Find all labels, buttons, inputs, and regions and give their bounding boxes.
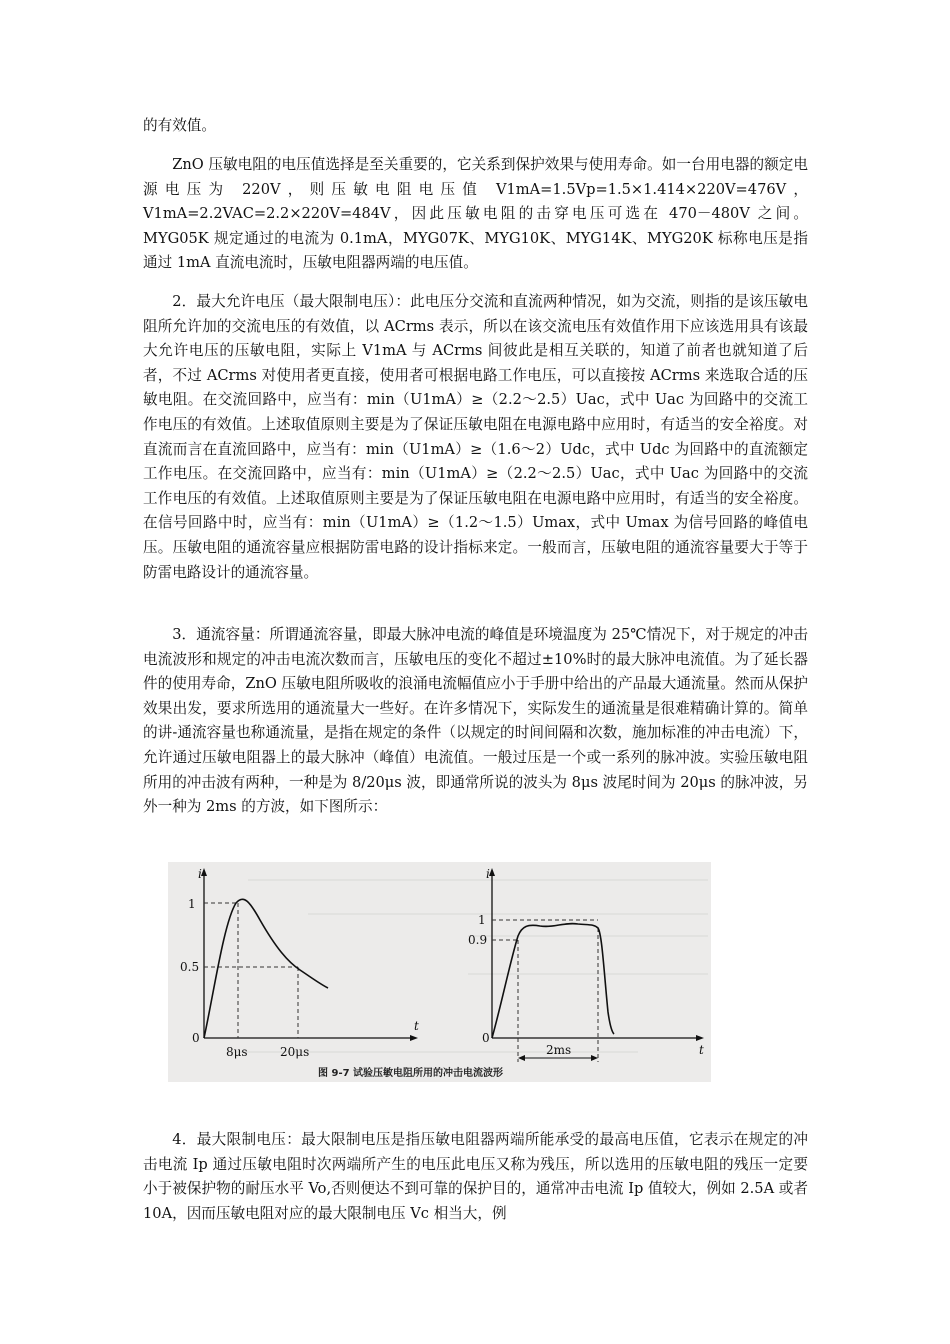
figure-caption: 图 9-7 试验压敏电阻所用的冲击电流波形 [318, 1068, 504, 1079]
left-impulse-curve [204, 899, 328, 1038]
right-origin-label: 0 [482, 1031, 490, 1045]
paragraph-continuation: 的有效值。 [143, 117, 216, 134]
left-origin-label: 0 [192, 1031, 200, 1045]
left-y-axis-label: i [198, 867, 202, 881]
right-y-axis-label: i [486, 867, 490, 881]
right-square-wave-curve [492, 924, 614, 1038]
left-y-tick-1: 1 [188, 897, 196, 911]
right-y-tick-1: 1 [478, 913, 486, 927]
left-x-axis-label: t [414, 1019, 419, 1033]
paragraph-max-allowed-voltage: 2．最大允许电压（最大限制电压）：此电压分交流和直流两种情况，如为交流，则指的是该压敏电阻所允许加的交流电压的有效值，以 ACrms 表示，所以在该交流电压有效值作用下应该选用具有该最大允许电压的压敏电阻，实际上 V1mA 与 ACrms 间彼此是相互关联的，知道了前者也就知道了后者，不过 ACrms 对使用者更直接，使用者可根据电路工作电压，可以直接按 ACrms 来选取合适的压敏电阻。在交流回路中，应当有：min（U1mA）≥（2.2～2.5）Uac，式中 Uac 为回路中的交流工作电压的有效值。上述取值原则主要是为了保证压敏电阻在电源电路中应用时，有适当的安全裕度。对直流而言在直流回路中，应当有：min（U1mA）≥（1.6～2）Udc，式中 Udc 为回路中的直流额定工作电压。在交流回路中，应当有：min（U1mA）≥（2.2～2.5）Uac，式中 Uac 为回路中的交流工作电压的有效值。上述取值原则主要是为了保证压敏电阻在电源电路中应用时，有适当的安全裕度。在信号回路中时，应当有：min（U1mA）≥（1.2～1.5）Umax，式中 Umax 为信号回路的峰值电压。压敏电阻的通流容量应根据防雷电路的设计指标来定。一般而言，压敏电阻的通流容量要大于等于防雷电路设计的通流容量。 [143, 293, 808, 581]
right-waveform-plot [468, 867, 704, 1062]
left-waveform-plot [180, 867, 419, 1059]
right-y-tick-09: 0.9 [468, 933, 488, 947]
left-x-tick-8us: 8μs [226, 1045, 248, 1059]
left-y-tick-half: 0.5 [180, 960, 200, 974]
paragraph-max-clamping-voltage: 4．最大限制电压：最大限制电压是指压敏电阻器两端所能承受的最高电压值，它表示在规定的冲击电流 Ip 通过压敏电阻时次两端所产生的电压此电压又称为残压，所以选用的压敏电阻的残压一定要小于被保护物的耐压水平 Vo,否则便达不到可靠的保护目的，通常冲击电流 Ip 值较大，例如 2.5A 或者 10A，因而压敏电阻对应的最大限制电压 Vc 相当大，例 [143, 1131, 808, 1222]
right-duration-label: 2ms [546, 1043, 572, 1057]
right-x-axis-label: t [699, 1043, 704, 1057]
impulse-waveform-figure [168, 862, 711, 1082]
paragraph-current-capacity: 3．通流容量：所谓通流容量，即最大脉冲电流的峰值是环境温度为 25℃情况下，对于规定的冲击电流波形和规定的冲击电流次数而言，压敏电压的变化不超过±10%时的最大脉冲电流值。为了延长器件的使用寿命，ZnO 压敏电阻所吸收的浪涌电流幅值应小于手册中给出的产品最大通流量。然而从保护效果出发，要求所选用的通流量大一些好。在许多情况下，实际发生的通流量是很难精确计算的。简单的讲-通流容量也称通流量，是指在规定的条件（以规定的时间间隔和次数，施加标准的冲击电流）下，允许通过压敏电阻器上的最大脉冲（峰值）电流值。一般过压是一个或一系列的脉冲波。实验压敏电阻所用的冲击波有两种，一种是为 8/20μs 波，即通常所说的波头为 8μs 波尾时间为 20μs 的脉冲波，另外一种为 2ms 的方波，如下图所示： [143, 626, 808, 816]
paragraph-znO-voltage-selection: ZnO 压敏电阻的电压值选择是至关重要的，它关系到保护效果与使用寿命。如一台用电器的额定电源电压为 220V，则压敏电阻电压值 V1mA=1.5Vp=1.5×1.414×220V=476V，V1mA=2.2VAC=2.2×220V=484V，因此压敏电阻的击穿电压可选在 470－480V 之间。MYG05K 规定通过的电流为 0.1mA，MYG07K、MYG10K、MYG14K、MYG20K 标称电压是指通过 1mA 直流电流时，压敏电阻器两端的电压值。 [143, 156, 808, 272]
left-x-tick-20us: 20μs [280, 1045, 310, 1059]
